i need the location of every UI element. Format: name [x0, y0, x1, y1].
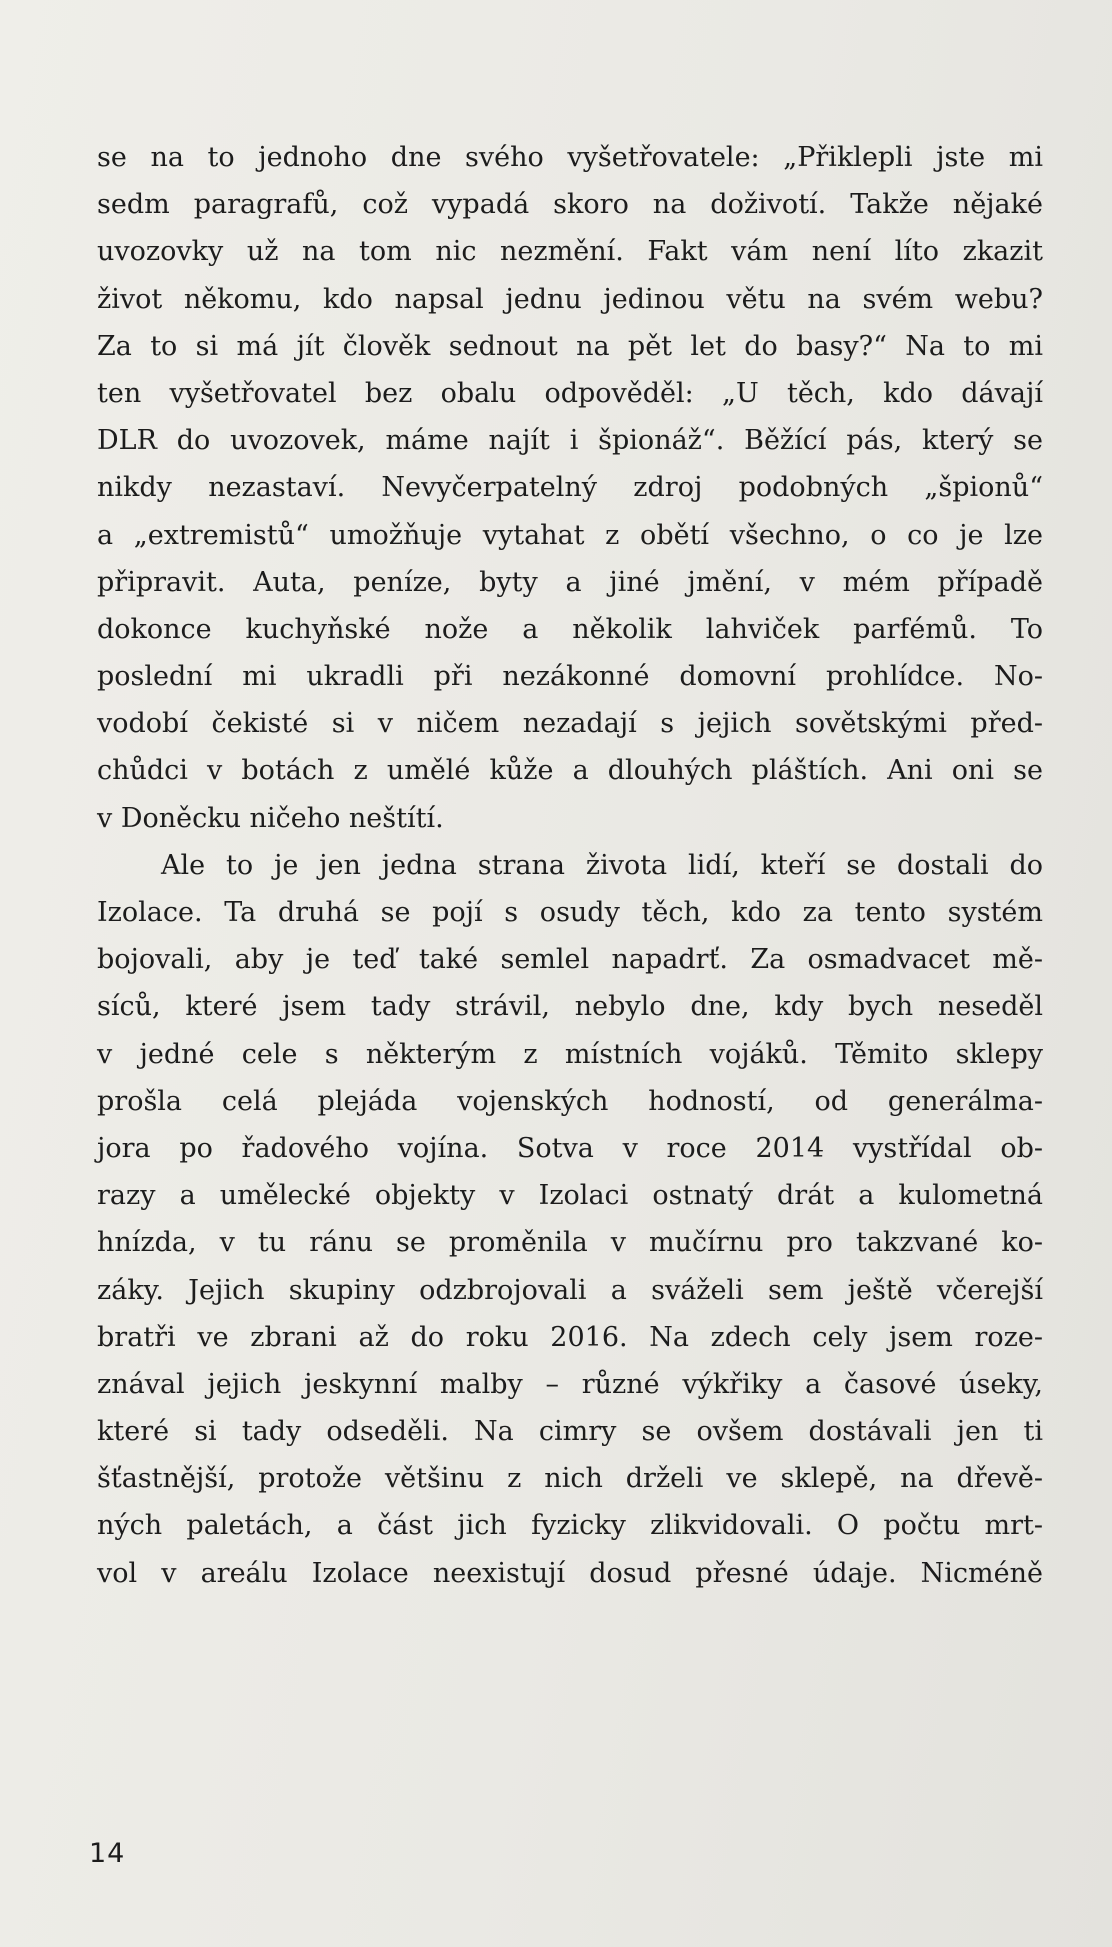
- text-line: chůdci v botách z umělé kůže a dlouhých pláštích. Ani oni se: [97, 755, 1043, 787]
- text-line: záky. Jejich skupiny odzbrojovali a sváželi sem ještě včerejší: [97, 1274, 1043, 1306]
- text-line: v jedné cele s některým z místních vojáků. Těmito sklepy: [97, 1038, 1043, 1070]
- text-line: síců, které jsem tady strávil, nebylo dne, kdy bych neseděl: [97, 991, 1043, 1023]
- paragraph-2: [97, 842, 1043, 1597]
- text-line: znával jejich jeskynní malby – různé výkřiky a časové úseky,: [97, 1368, 1043, 1400]
- text-line: hnízda, v tu ránu se proměnila v mučírnu pro takzvané ko-: [97, 1227, 1043, 1259]
- text-line: a „extremistů“ umožňuje vytahat z obětí všechno, o co je lze: [97, 519, 1043, 551]
- text-line: bratři ve zbrani až do roku 2016. Na zdech cely jsem roze-: [97, 1321, 1043, 1353]
- text-line: vol v areálu Izolace neexistují dosud přesné údaje. Nicméně: [97, 1557, 1043, 1589]
- text-line: připravit. Auta, peníze, byty a jiné jmění, v mém případě: [97, 566, 1043, 598]
- text-line: které si tady odseděli. Na cimry se ovšem dostávali jen ti: [97, 1416, 1043, 1448]
- text-line: se na to jednoho dne svého vyšetřovatele: „Přiklepli jste mi: [97, 142, 1043, 173]
- text-line: Izolace. Ta druhá se pojí s osudy těch, kdo za tento systém: [97, 897, 1043, 928]
- text-line: bojovali, aby je teď také semlel napadrť. Za osmadvacet mě-: [97, 944, 1043, 976]
- text-line: razy a umělecké objekty v Izolaci ostnatý drát a kulometná: [97, 1180, 1043, 1212]
- text-line: dokonce kuchyňské nože a několik lahviček parfémů. To: [97, 613, 1043, 645]
- text-line: prošla celá plejáda vojenských hodností, od generálma-: [97, 1085, 1043, 1117]
- text-line: sedm paragrafů, což vypadá skoro na doživotí. Takže nějaké: [97, 189, 1043, 221]
- text-line: šťastnější, protože většinu z nich drželi ve sklepě, na dřevě-: [97, 1463, 1043, 1495]
- text-line: ten vyšetřovatel bez obalu odpověděl: „U těch, kdo dávají: [97, 377, 1043, 409]
- text-line: v Doněcku ničeho neštítí.: [97, 802, 444, 834]
- paragraph-1: [97, 134, 1043, 842]
- page-number: 14: [89, 1838, 126, 1869]
- text-line: život někomu, kdo napsal jednu jedinou větu na svém webu?: [97, 283, 1043, 315]
- text-line: vodobí čekisté si v ničem nezadají s jejich sovětskými před-: [97, 708, 1043, 740]
- text-line: jora po řadového vojína. Sotva v roce 2014 vystřídal ob-: [97, 1132, 1043, 1164]
- text-line: Ale to je jen jedna strana života lidí, kteří se dostali do: [161, 849, 1043, 881]
- text-line: Za to si má jít člověk sednout na pět let do basy?“ Na to mi: [97, 330, 1043, 362]
- body-text: [97, 134, 1043, 1597]
- text-line: poslední mi ukradli při nezákonné domovní prohlídce. No-: [97, 661, 1043, 693]
- text-line: ných paletách, a část jich fyzicky zlikvidovali. O počtu mrt-: [97, 1510, 1043, 1542]
- text-line: nikdy nezastaví. Nevyčerpatelný zdroj podobných „špionů“: [97, 472, 1043, 504]
- text-line: DLR do uvozovek, máme najít i špionáž“. Běžící pás, který se: [97, 425, 1043, 457]
- text-line: uvozovky už na tom nic nezmění. Fakt vám není líto zkazit: [97, 236, 1043, 268]
